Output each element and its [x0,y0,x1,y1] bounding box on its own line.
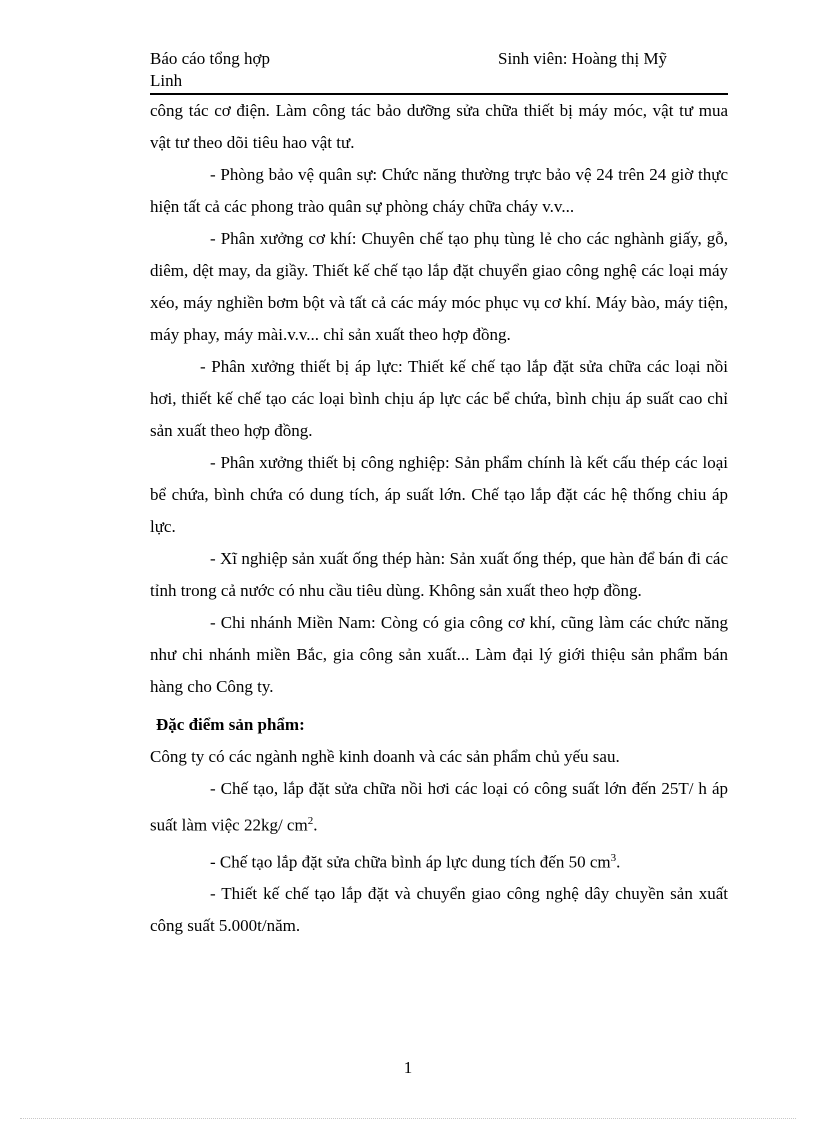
paragraph-security-dept: - Phòng bảo vệ quân sự: Chức năng thường trực bảo vệ 24 trên 24 giờ thực hiện tất cả các phong trào quân sự phòng cháy chữa cháy v.v... [150,165,728,216]
product-item-pressure-vessels [150,842,728,879]
paragraph-industrial-workshop: - Phân xưởng thiết bị công nghiệp: Sản phẩm chính là kết cấu thép các loại bể chứa, bình chứa có dung tích, áp suất lớn. Chế tạo lắp đặt các hệ thống chiu áp lực. [150,453,728,536]
page-bottom-border [20,1118,796,1119]
report-title-continued: Linh [150,71,183,90]
report-title: Báo cáo tổng hợp [150,49,270,68]
student-name: Sinh viên: Hoàng thị Mỹ [498,49,668,68]
superscript: 2 [307,815,314,827]
period: . [313,815,318,835]
section-intro: Công ty có các ngành nghề kinh doanh và các sản phẩm chủ yếu sau. [150,747,620,766]
product-item-production-line: - Thiết kế chế tạo lắp đặt và chuyển giao công nghệ dây chuyền sản xuất công suất 5.000t/năm. [150,884,728,936]
product-item-boilers [150,773,728,842]
paragraph-pipe-factory: - Xĩ nghiệp sản xuất ống thép hàn: Sản xuất ống thép, que hàn để bán đi các tỉnh trong cả nước có nhu cầu tiêu dùng. Không sản xuất theo hợp đồng. [150,549,728,600]
period: . [616,852,621,872]
page-number: 1 [403,1058,413,1077]
paragraph-mechanical-workshop: - Phân xưởng cơ khí: Chuyên chế tạo phụ tùng lẻ cho các nghành giấy, gỗ, diêm, dệt may, da giầy. Thiết kế chế tạo lắp đặt chuyển giao công nghệ các loại máy xéo, máy nghiền bơm bột và tất cả các máy móc phục vụ cơ khí. Máy bào, máy tiện, máy phay, máy mài.v.v... chỉ sản xuất theo hợp đồng. [150,229,728,344]
paragraph-pressure-workshop: - Phân xưởng thiết bị áp lực: Thiết kế chế tạo lắp đặt sửa chữa các loại nồi hơi, thiết kế chế tạo các loại bình chịu áp lực các bể chứa, bình chịu áp suất cao chỉ sản xuất theo hợp đồng. [150,357,728,440]
document-body [150,95,728,942]
header-left [150,48,350,92]
product-item-boilers-text: - Chế tạo, lắp đặt sửa chữa nồi hơi các loại có công suất lớn đến 25T/ h áp suất làm việc 22kg/ cm [150,779,728,835]
superscript: 3 [610,851,617,864]
paragraph-continued: công tác cơ điện. Làm công tác bảo dưỡng sửa chữa thiết bị máy móc, vật tư mua vật tư theo dõi tiêu hao vật tư. [150,101,728,152]
paragraph-south-branch: - Chi nhánh Miền Nam: Còng có gia công cơ khí, cũng làm các chức năng như chi nhánh miền Bắc, gia công sản xuất... Làm đại lý giới thiệu sản phẩm bán hàng cho Công ty. [150,613,728,696]
page-header [150,48,728,94]
section-heading: Đặc điểm sản phẩm: [156,715,305,734]
product-item-pressure-vessels-text: - Chế tạo lắp đặt sửa chữa bình áp lực dung tích đến 50 cm [210,852,611,872]
